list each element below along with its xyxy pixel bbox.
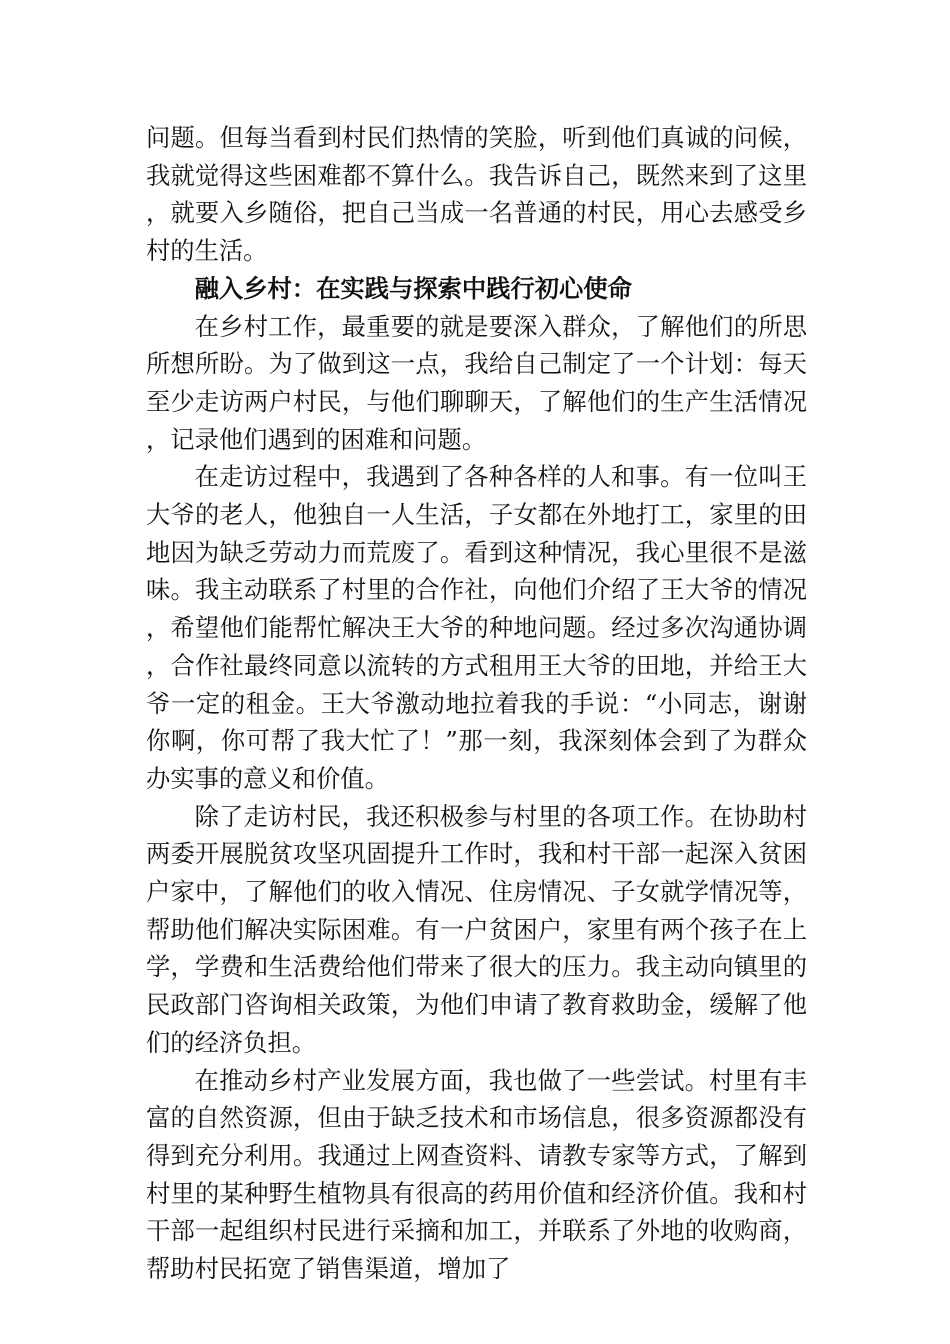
paragraph-poverty-work: 除了走访村民，我还积极参与村里的各项工作。在协助村两委开展脱贫攻坚巩固提升工作时，我和村干部一起深入贫困户家中，了解他们的收入情况、住房情况、子女就学情况等，帮助他们解决实际困难。有一户贫困户，家里有两个孩子在上学，学费和生活费给他们带来了很大的压力。我主动向镇里的民政部门咨询相关政策，为他们申请了教育救助金，缓解了他们的经济负担。 [146,801,807,1057]
paragraph-wang-daye-story: 在走访过程中，我遇到了各种各样的人和事。有一位叫王大爷的老人，他独自一人生活，子女都在外地打工，家里的田地因为缺乏劳动力而荒废了。看到这种情况，我心里很不是滋味。我主动联系了村里的合作社，向他们介绍了王大爷的情况，希望他们能帮忙解决王大爷的种地问题。经过多次沟通协调，合作社最终同意以流转的方式租用王大爷的田地，并给王大爷一定的租金。王大爷激动地拉着我的手说：“小同志，谢谢你啊，你可帮了我大忙了！”那一刻，我深刻体会到了为群众办实事的意义和价值。 [146,462,807,793]
document-page [146,119,807,1288]
paragraph-intro-continuation: 问题。但每当看到村民们热情的笑脸，听到他们真诚的问候，我就觉得这些困难都不算什么。我告诉自己，既然来到了这里，就要入乡随俗，把自己当成一名普通的村民，用心去感受乡村的生活。 [146,123,807,266]
paragraph-industry-development: 在推动乡村产业发展方面，我也做了一些尝试。村里有丰富的自然资源，但由于缺乏技术和市场信息，很多资源都没有得到充分利用。我通过上网查资料、请教专家等方式，了解到村里的某种野生植物具有很高的药用价值和经济价值。我和村干部一起组织村民进行采摘和加工，并联系了外地的收购商，帮助村民拓宽了销售渠道，增加了 [146,1065,807,1284]
section-heading: 融入乡村：在实践与探索中践行初心使命 [194,273,632,303]
paragraph-visiting-plan: 在乡村工作，最重要的就是要深入群众，了解他们的所思所想所盼。为了做到这一点，我给自己制定了一个计划：每天至少走访两户村民，与他们聊聊天，了解他们的生产生活情况，记录他们遇到的困难和问题。 [146,311,807,454]
